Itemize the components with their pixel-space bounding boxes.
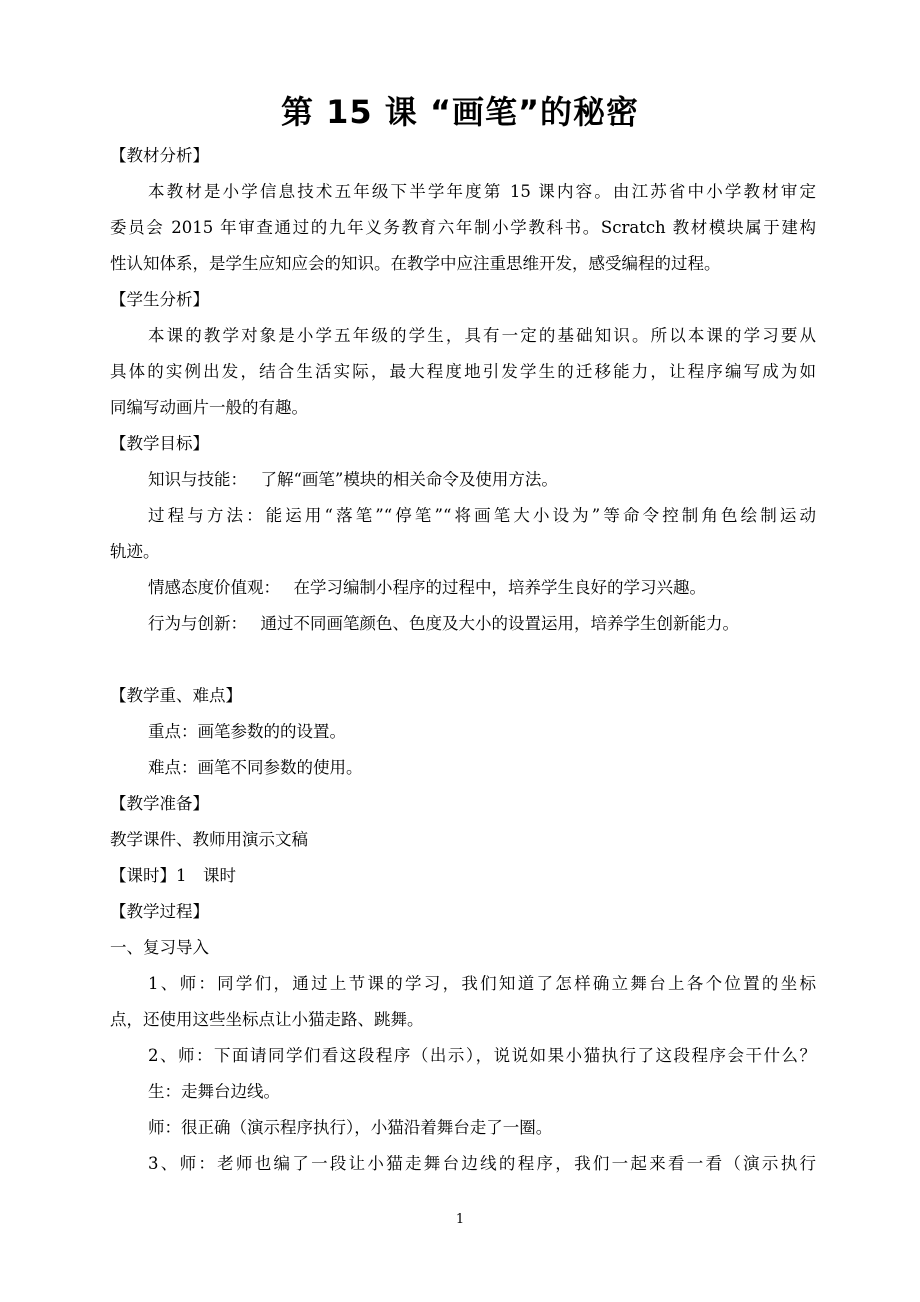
goal-knowledge: 知识与技能： 了解“画笔”模块的相关命令及使用方法。 bbox=[148, 470, 558, 489]
paragraph-line: 具体的实例出发，结合生活实际，最大程度地引发学生的迁移能力，让程序编写成为如 bbox=[110, 362, 816, 381]
section-heading-material: 【教材分析】 bbox=[110, 146, 209, 165]
goal-emotion: 情感态度价值观： 在学习编制小程序的过程中，培养学生良好的学习兴趣。 bbox=[148, 578, 706, 597]
goal-process: 过程与方法：能运用“落笔”“停笔”“将画笔大小设为”等命令控制角色绘制运动 bbox=[148, 506, 816, 525]
section-heading-goals: 【教学目标】 bbox=[110, 434, 209, 453]
paragraph-line: 点，还使用这些坐标点让小猫走路、跳舞。 bbox=[110, 1010, 424, 1029]
section-heading-students: 【学生分析】 bbox=[110, 290, 209, 309]
subsection-heading: 一、复习导入 bbox=[110, 938, 209, 957]
section-heading-preparation: 【教学准备】 bbox=[110, 794, 209, 813]
goal-process-continued: 轨迹。 bbox=[110, 542, 160, 561]
paragraph-line: 同编写动画片一般的有趣。 bbox=[110, 398, 308, 417]
paragraph-line: 师：很正确（演示程序执行），小猫沿着舞台走了一圈。 bbox=[148, 1118, 553, 1137]
difficult-point: 难点：画笔不同参数的使用。 bbox=[148, 758, 363, 777]
page-number: 1 bbox=[455, 1212, 465, 1227]
section-heading-process: 【教学过程】 bbox=[110, 902, 209, 921]
goal-innovation: 行为与创新： 通过不同画笔颜色、色度及大小的设置运用，培养学生创新能力。 bbox=[148, 614, 739, 633]
preparation-text: 教学课件、教师用演示文稿 bbox=[110, 830, 308, 849]
paragraph-line: 本课的教学对象是小学五年级的学生，具有一定的基础知识。所以本课的学习要从 bbox=[148, 326, 816, 345]
paragraph-line: 2、师：下面请同学们看这段程序（出示），说说如果小猫执行了这段程序会干什么？ bbox=[148, 1046, 816, 1065]
paragraph-line: 1、师：同学们，通过上节课的学习，我们知道了怎样确立舞台上各个位置的坐标 bbox=[148, 974, 816, 993]
paragraph-line: 3、师：老师也编了一段让小猫走舞台边线的程序，我们一起来看一看（演示执行 bbox=[148, 1154, 816, 1173]
page-title: 第 15 课 “画笔”的秘密 bbox=[280, 93, 640, 131]
key-point: 重点：画笔参数的的设置。 bbox=[148, 722, 346, 741]
paragraph-line: 性认知体系，是学生应知应会的知识。在教学中应注重思维开发，感受编程的过程。 bbox=[110, 254, 721, 273]
paragraph-line: 生：走舞台边线。 bbox=[148, 1082, 280, 1101]
paragraph-line: 本教材是小学信息技术五年级下半学年度第 15 课内容。由江苏省中小学教材审定 bbox=[148, 182, 816, 201]
section-heading-key-points: 【教学重、难点】 bbox=[110, 686, 242, 705]
paragraph-line: 委员会 2015 年审查通过的九年义务教育六年制小学教科书。Scratch 教材模块属于建构 bbox=[110, 218, 816, 237]
class-hours: 【课时】1 课时 bbox=[110, 866, 236, 885]
